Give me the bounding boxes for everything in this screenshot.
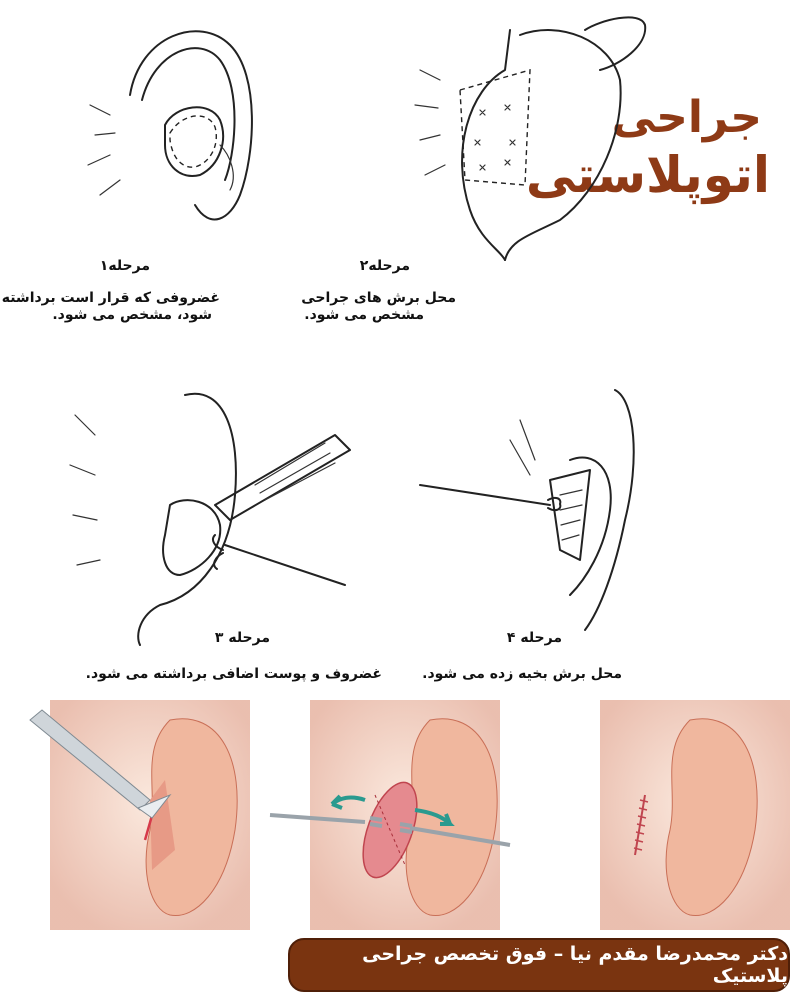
- step-4-label: مرحله ۴: [506, 630, 562, 646]
- title-line-2: اتوپلاستی: [525, 146, 770, 204]
- step-3-desc: غضروف و پوست اضافی برداشته می شود.: [85, 666, 382, 682]
- step-4-suture-illustration: [420, 380, 660, 640]
- step-3-forceps-illustration: [65, 375, 355, 645]
- step-2-ear-illustration: [410, 10, 650, 260]
- footer-banner: [288, 938, 790, 992]
- step-2-desc-line-1: محل برش های جراحی: [301, 290, 456, 306]
- step-4-desc: محل برش بخیه زده می شود.: [422, 666, 622, 682]
- step-1-ear-illustration: [70, 5, 290, 245]
- step-2-label: مرحله۲: [359, 258, 410, 274]
- color-ear-forceps: [270, 700, 520, 930]
- step-1-desc-line-2: شود، مشخص می شود.: [52, 307, 212, 323]
- footer-text: دکتر محمدرضا مقدم نیا – فوق تخصص جراحی پلاستیک: [362, 943, 788, 987]
- step-3-label: مرحله ۳: [214, 630, 270, 646]
- title-line-1: جراحی: [611, 92, 762, 143]
- step-1-label: مرحله۱: [99, 258, 150, 274]
- color-ear-sutured: [580, 700, 800, 930]
- step-2-desc-line-2: مشخص می شود.: [304, 307, 424, 323]
- step-1-desc-line-1: غضروفی که قرار است برداشته: [1, 290, 220, 306]
- color-ear-scalpel: [20, 700, 270, 930]
